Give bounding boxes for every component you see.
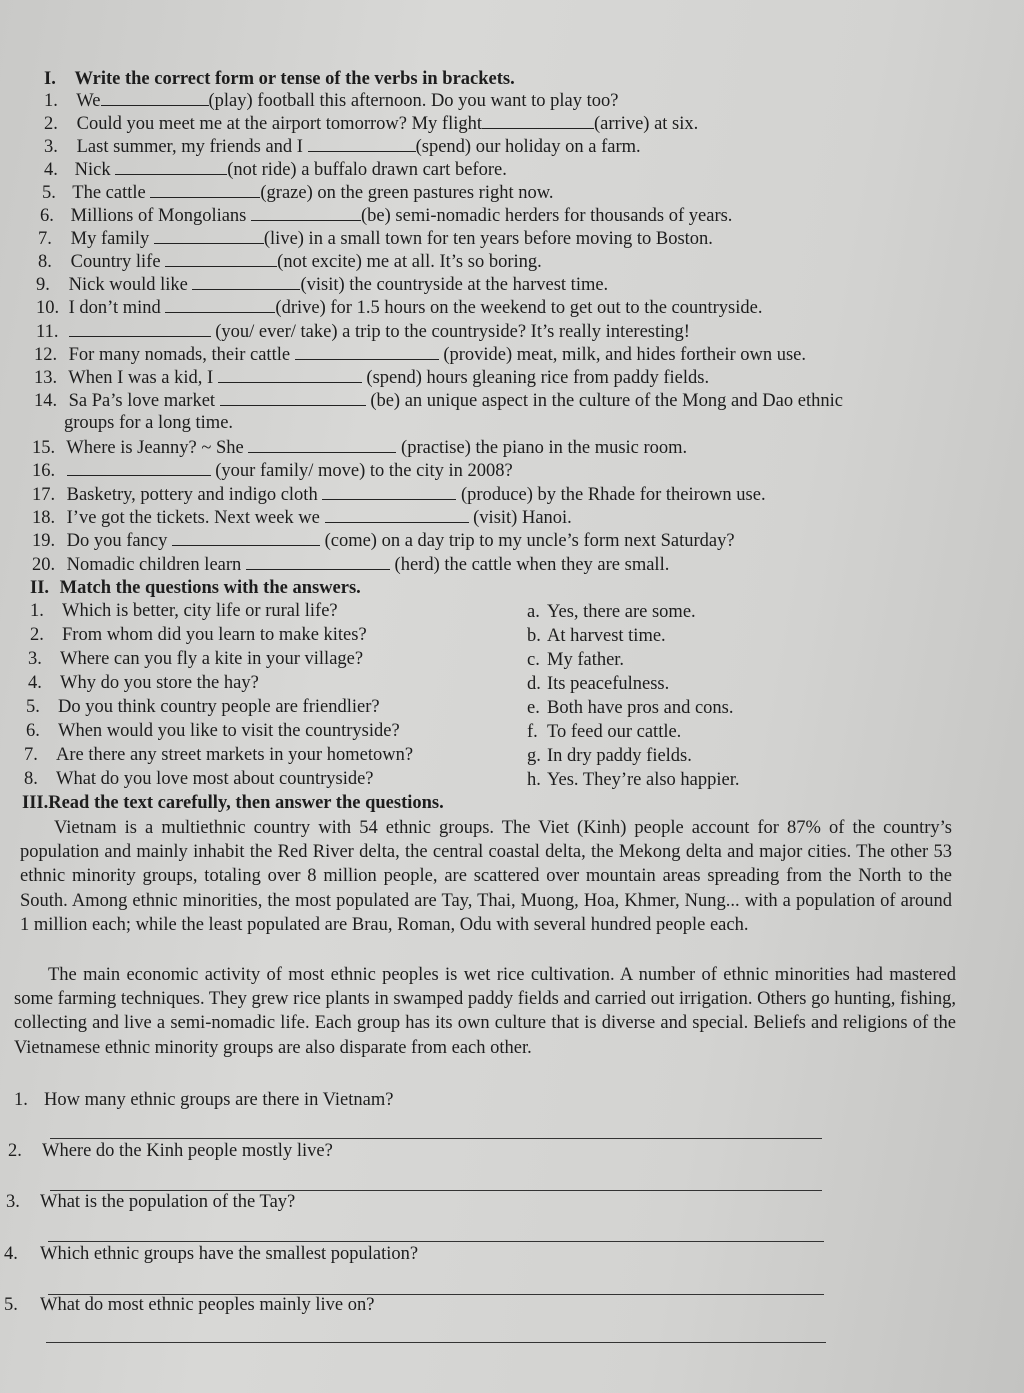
question-text: What do you love most about countryside?: [56, 769, 374, 789]
item-suffix: (you/ ever/ take) a trip to the countryside? It’s really interesting!: [215, 322, 690, 342]
item-prefix: I’ve got the tickets. Next week we: [66, 508, 320, 528]
reading-question: [14, 1089, 393, 1111]
question-text: When would you like to visit the countryside?: [58, 721, 400, 741]
item-prefix: Nick would like: [68, 275, 188, 295]
reading-question: [6, 1191, 295, 1213]
item-prefix: For many nomads, their cattle: [68, 345, 291, 365]
item-prefix: We: [76, 91, 101, 111]
answer-blank[interactable]: [101, 89, 209, 106]
item-prefix: I don’t mind: [68, 298, 161, 318]
reading-paragraph: [20, 816, 952, 937]
match-question: [24, 744, 413, 766]
answer-text: To feed our cattle.: [547, 722, 682, 742]
exercise-item: [44, 158, 507, 181]
exercise-item: [36, 320, 690, 343]
item-suffix: (arrive) at six.: [594, 114, 699, 134]
answer-blank[interactable]: [165, 250, 277, 267]
item-prefix: Basketry, pottery and indigo cloth: [66, 485, 318, 505]
match-answer: [527, 673, 669, 695]
answer-letter: g.: [527, 746, 541, 766]
item-continuation: groups for a long time.: [64, 413, 234, 433]
exercise-item: [36, 273, 608, 296]
item-number: 19.: [32, 531, 56, 551]
match-question: [24, 768, 374, 790]
question-text: How many ethnic groups are there in Vietnam?: [44, 1090, 394, 1110]
question-text: Which ethnic groups have the smallest population?: [40, 1244, 419, 1264]
item-suffix: (not ride) a buffalo drawn cart before.: [227, 160, 507, 180]
item-number: 16.: [32, 461, 56, 481]
answer-text: Yes. They’re also happier.: [547, 770, 740, 790]
match-answer: [527, 649, 624, 671]
item-number: 5.: [4, 1295, 18, 1315]
answer-letter: h.: [527, 770, 541, 790]
match-answer: [527, 625, 666, 647]
match-question: [28, 648, 363, 670]
item-number: 8.: [38, 252, 52, 272]
answer-blank[interactable]: [67, 459, 211, 476]
answer-blank[interactable]: [308, 135, 416, 152]
answer-text: Its peacefulness.: [547, 674, 670, 694]
item-number: 5.: [26, 697, 40, 717]
item-suffix: (be) an unique aspect in the culture of the Mong and Dao ethnic: [370, 391, 843, 411]
answer-letter: f.: [527, 722, 538, 742]
answer-letter: a.: [527, 602, 540, 622]
answer-blank[interactable]: [115, 158, 227, 175]
item-number: 10.: [36, 298, 60, 318]
item-number: 4.: [44, 160, 58, 180]
question-text: What do most ethnic peoples mainly live on?: [40, 1295, 375, 1315]
item-number: 6.: [40, 206, 54, 226]
answer-line[interactable]: [50, 1138, 822, 1139]
exercise-item: [32, 506, 572, 529]
item-suffix: (come) on a day trip to my uncle’s form next Saturday?: [324, 531, 735, 551]
exercise-item: [44, 112, 698, 135]
exercise-item: [44, 135, 641, 158]
match-question: [30, 624, 367, 646]
answer-text: Both have pros and cons.: [547, 698, 734, 718]
item-suffix: (play) football this afternoon. Do you want to play too?: [208, 91, 619, 111]
item-suffix: (drive) for 1.5 hours on the weekend to get out to the countryside.: [275, 298, 763, 318]
item-prefix: My family: [70, 229, 150, 249]
item-number: 15.: [32, 438, 56, 458]
exercise-item: [32, 436, 687, 459]
reading-paragraph: [14, 963, 956, 1060]
item-number: 3.: [44, 137, 58, 157]
item-number: 2.: [30, 625, 44, 645]
answer-blank[interactable]: [150, 181, 260, 198]
item-prefix: Do you fancy: [66, 531, 168, 551]
match-answer: [527, 721, 681, 743]
answer-blank[interactable]: [192, 273, 300, 290]
match-answer: [527, 745, 692, 767]
section-3-heading: [22, 792, 444, 814]
item-suffix: (herd) the cattle when they are small.: [394, 555, 670, 575]
item-number: 9.: [36, 275, 50, 295]
item-number: 4.: [28, 673, 42, 693]
section-title: Match the questions with the answers.: [59, 578, 361, 598]
item-number: 17.: [32, 485, 56, 505]
item-suffix: (not excite) me at all. It’s so boring.: [277, 252, 542, 272]
answer-line[interactable]: [46, 1342, 826, 1343]
item-number: 7.: [38, 229, 52, 249]
exercise-item: [32, 529, 735, 552]
item-number: 20.: [32, 555, 56, 575]
answer-line[interactable]: [48, 1241, 824, 1242]
answer-blank[interactable]: [154, 227, 264, 244]
item-suffix: (graze) on the green pastures right now.: [260, 183, 554, 203]
item-suffix: (visit) the countryside at the harvest time.: [300, 275, 609, 295]
item-number: 12.: [34, 345, 58, 365]
exercise-item: [38, 227, 713, 250]
answer-blank[interactable]: [218, 366, 362, 383]
answer-letter: b.: [527, 626, 541, 646]
answer-blank[interactable]: [251, 204, 361, 221]
answer-blank[interactable]: [246, 553, 390, 570]
item-number: 6.: [26, 721, 40, 741]
exercise-item: [32, 553, 669, 576]
item-suffix: (spend) our holiday on a farm.: [415, 137, 641, 157]
match-question: [26, 720, 400, 742]
answer-blank[interactable]: [69, 320, 211, 337]
reading-question: [4, 1243, 418, 1265]
exercise-item: [36, 296, 762, 319]
item-number: 11.: [36, 322, 59, 342]
item-prefix: When I was a kid, I: [68, 368, 214, 388]
match-answer: [527, 601, 696, 623]
item-suffix: (provide) meat, milk, and hides fortheir own use.: [443, 345, 807, 365]
exercise-item: [40, 204, 732, 227]
item-number: 5.: [42, 183, 56, 203]
answer-blank[interactable]: [295, 343, 439, 360]
answer-letter: e.: [527, 698, 540, 718]
item-suffix: (produce) by the Rhade for theirown use.: [460, 485, 766, 505]
item-number: 3.: [6, 1192, 20, 1212]
item-prefix: The cattle: [72, 183, 146, 203]
section-title: Write the correct form or tense of the verbs in brackets.: [74, 69, 515, 89]
exercise-item: [34, 366, 709, 389]
exercise-item: [32, 483, 766, 506]
paragraph-text: Vietnam is a multiethnic country with 54 ethnic groups. The Viet (Kinh) people account for 87% of the country’s population and mainly inhabit the Red River delta, the central coastal delta, the Mekong delta and major cities. The other 53 ethnic minority groups, totaling over 8 million people, are scattered over mountain areas spreading from the North to the South. Among ethnic minorities, the most populated are Tay, Thai, Muong, Hoa, Khmer, Nung... with a population of around 1 million each; while the least populated are Brau, Roman, Odu with several hundred people each.: [20, 818, 952, 935]
answer-blank[interactable]: [322, 483, 456, 500]
item-prefix: Could you meet me at the airport tomorrow? My flight: [76, 114, 482, 134]
item-prefix: Last summer, my friends and I: [76, 137, 303, 157]
item-number: 13.: [34, 368, 58, 388]
question-text: Where do the Kinh people mostly live?: [42, 1141, 333, 1161]
item-number: 2.: [8, 1141, 22, 1161]
exercise-item: [42, 181, 554, 204]
item-suffix: (your family/ move) to the city in 2008?: [215, 461, 513, 481]
section-number: II.: [30, 578, 50, 598]
exercise-item: [38, 250, 542, 273]
exercise-item: [34, 343, 806, 366]
exercise-item-continuation: [64, 412, 233, 434]
match-question: [28, 672, 259, 694]
item-number: 4.: [4, 1244, 18, 1264]
section-1-heading: [44, 68, 515, 90]
item-number: 8.: [24, 769, 38, 789]
item-prefix: Millions of Mongolians: [70, 206, 247, 226]
item-prefix: Nomadic children learn: [66, 555, 242, 575]
answer-blank[interactable]: [248, 436, 396, 453]
answer-blank[interactable]: [325, 506, 469, 523]
item-prefix: Country life: [70, 252, 161, 272]
exercise-item: [32, 459, 513, 482]
item-suffix: (visit) Hanoi.: [473, 508, 572, 528]
section-2-heading: [30, 577, 361, 599]
match-question: [30, 600, 338, 622]
item-number: 18.: [32, 508, 56, 528]
match-answer: [527, 769, 740, 791]
question-text: Are there any street markets in your hometown?: [56, 745, 414, 765]
match-question: [26, 696, 380, 718]
question-text: Do you think country people are friendlier?: [58, 697, 380, 717]
answer-blank[interactable]: [482, 112, 594, 129]
item-number: 14.: [34, 391, 58, 411]
answer-text: Yes, there are some.: [547, 602, 696, 622]
item-number: 1.: [14, 1090, 28, 1110]
match-answer: [527, 697, 734, 719]
reading-question: [8, 1140, 333, 1162]
question-text: What is the population of the Tay?: [40, 1192, 296, 1212]
answer-text: At harvest time.: [547, 626, 666, 646]
paragraph-text: The main economic activity of most ethnic peoples is wet rice cultivation. A number of ethnic minorities had mastered some farming techniques. They grew rice plants in swamped paddy fields and carried out irrigation. Others go hunting, fishing, collecting and live a semi-nomadic life. Each group has its own culture that is diverse and special. Beliefs and religions of the Vietnamese ethnic minority groups are also disparate from each other.: [14, 965, 956, 1058]
question-text: Where can you fly a kite in your village?: [60, 649, 364, 669]
item-number: 3.: [28, 649, 42, 669]
item-suffix: (be) semi-nomadic herders for thousands of years.: [361, 206, 733, 226]
answer-blank[interactable]: [220, 389, 366, 406]
answer-text: In dry paddy fields.: [547, 746, 692, 766]
item-number: 1.: [30, 601, 44, 621]
exercise-item: [44, 89, 619, 112]
section-number: I.: [44, 69, 56, 89]
question-text: Why do you store the hay?: [60, 673, 259, 693]
item-prefix: Where is Jeanny? ~ She: [66, 438, 244, 458]
section-title: Read the text carefully, then answer the questions.: [48, 793, 444, 813]
answer-blank[interactable]: [172, 529, 320, 546]
exercise-item: [34, 389, 843, 412]
item-number: 1.: [44, 91, 58, 111]
question-text: Which is better, city life or rural life?: [62, 601, 338, 621]
answer-text: My father.: [547, 650, 625, 670]
answer-letter: d.: [527, 674, 541, 694]
reading-question: [4, 1294, 374, 1316]
question-text: From whom did you learn to make kites?: [62, 625, 367, 645]
item-suffix: (spend) hours gleaning rice from paddy fields.: [366, 368, 710, 388]
section-number: III.: [22, 793, 49, 813]
answer-blank[interactable]: [165, 296, 275, 313]
item-number: 7.: [24, 745, 38, 765]
item-suffix: (live) in a small town for ten years before moving to Boston.: [263, 229, 713, 249]
item-suffix: (practise) the piano in the music room.: [401, 438, 688, 458]
item-prefix: Sa Pa’s love market: [68, 391, 216, 411]
item-prefix: Nick: [74, 160, 111, 180]
item-number: 2.: [44, 114, 58, 134]
answer-letter: c.: [527, 650, 540, 670]
